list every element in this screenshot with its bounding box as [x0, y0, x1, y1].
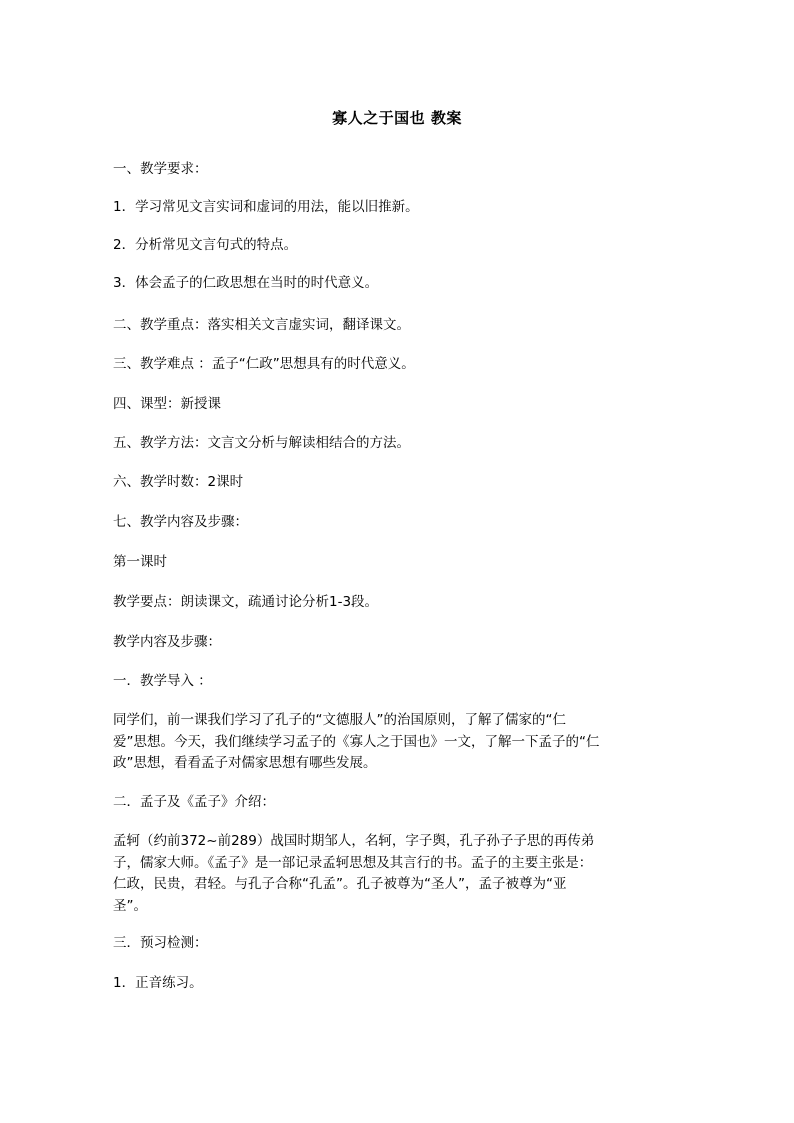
section-difficulties: 三、教学难点 ：孟子“仁政”思想具有的时代意义。 — [113, 356, 415, 372]
mencius-paragraph-line: 圣”。 — [113, 897, 147, 914]
mencius-paragraph-line: 子，儒家大师。《孟子》是一部记录孟轲思想及其言行的书。孟子的主要主张是： — [113, 854, 593, 871]
first-lesson-heading: 第一课时 — [113, 554, 167, 570]
intro-paragraph-line: 政”思想，看看孟子对儒家思想有哪些发展。 — [113, 755, 377, 771]
requirement-item-1: 1．学习常见文言实词和虚词的用法，能以旧推新。 — [113, 199, 419, 215]
section-lesson-type: 四、课型：新授课 — [113, 396, 221, 412]
lesson-key-points: 教学要点：朗读课文，疏通讨论分析1-3段。 — [113, 594, 379, 610]
document-title: 寡人之于国也 教案 — [332, 109, 462, 127]
mencius-intro-heading: 二．孟子及《孟子》介绍： — [113, 794, 275, 810]
section-heading-requirements: 一、教学要求： — [113, 161, 208, 177]
intro-paragraph-line: 爱”思想。今天，我们继续学习孟子的《寡人之于国也》一文，了解一下孟子的“仁 — [113, 733, 600, 750]
requirement-item-2: 2．分析常见文言句式的特点。 — [113, 237, 298, 253]
section-teaching-hours: 六、教学时数：2课时 — [113, 474, 244, 490]
mencius-paragraph-line: 孟轲（约前372~前289）战国时期邹人，名轲，字子舆，孔子孙子子思的再传弟 — [113, 833, 595, 849]
intro-paragraph — [113, 710, 693, 775]
section-content-steps: 七、教学内容及步骤： — [113, 514, 248, 530]
lesson-content-heading: 教学内容及步骤： — [113, 634, 221, 650]
intro-paragraph-line: 同学们，前一课我们学习了孔子的“文德服人”的治国原则，了解了儒家的“仁 — [113, 712, 566, 728]
section-key-points: 二、教学重点：落实相关文言虚实词，翻译课文。 — [113, 317, 410, 333]
mencius-paragraph — [113, 831, 693, 917]
intro-heading: 一．教学导入 ： — [113, 673, 212, 689]
requirement-item-3: 3．体会孟子的仁政思想在当时的时代意义。 — [113, 275, 379, 291]
pronunciation-practice-item: 1．正音练习。 — [113, 975, 203, 991]
preview-check-heading: 三．预习检测： — [113, 935, 208, 951]
mencius-paragraph-line: 仁政，民贵，君轻。与孔子合称“孔孟”。孔子被尊为“圣人”，孟子被尊为“亚 — [113, 876, 567, 892]
section-teaching-method: 五、教学方法：文言文分析与解读相结合的方法。 — [113, 435, 410, 451]
